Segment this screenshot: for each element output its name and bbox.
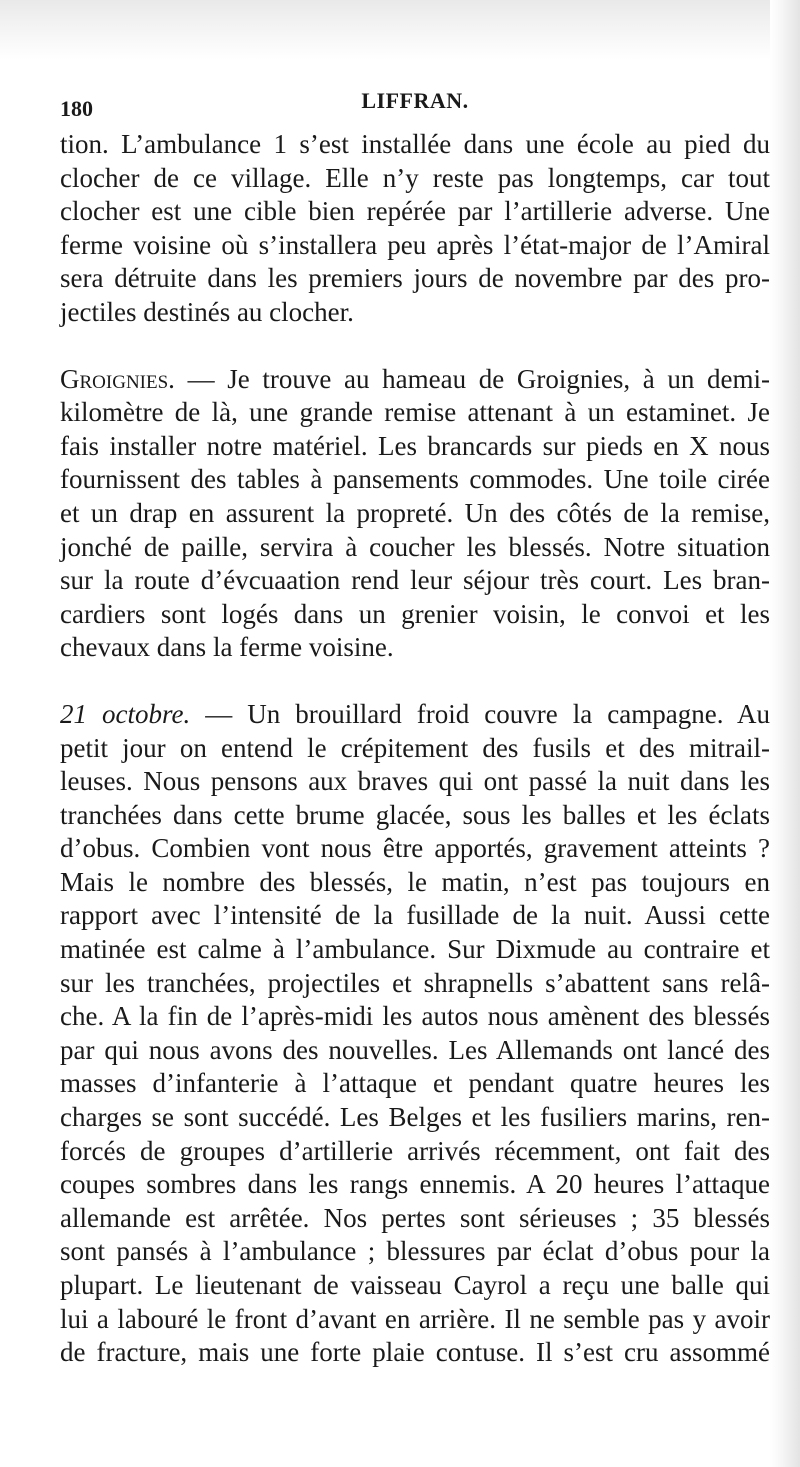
- text-line: par qui nous avons des nouvelles. Les Allemands ont lancé des: [60, 1034, 770, 1065]
- text-line: masses d’infanterie à l’attaque et pendant quatre heures les: [60, 1068, 770, 1099]
- text-line: tion. L’ambulance 1 s’est installée dans une école au pied du: [60, 129, 770, 159]
- paragraph-gap: [60, 330, 770, 363]
- body-text: [60, 128, 770, 1370]
- text-line: tranchées dans cette brume glacée, sous les balles et les éclats: [60, 799, 770, 830]
- text-line: coupes sombres dans les rangs ennemis. A 20 heures l’attaque: [60, 1169, 770, 1200]
- text-line: clocher de ce village. Elle n’y reste pas longtemps, car tout: [60, 162, 770, 193]
- text-line: allemande est arrêtée. Nos pertes sont sérieuses ; 35 blessés: [60, 1202, 770, 1233]
- paragraph-1: [60, 128, 770, 330]
- text-line: sera détruite dans les premiers jours de novembre par des pro-: [60, 263, 770, 294]
- text-line: et un drap en assurent la propreté. Un des côtés de la remise,: [60, 497, 770, 528]
- text-line: petit jour on entend le crépitement des fusils et des mitrail-: [60, 732, 770, 763]
- page-number: 180: [60, 96, 93, 121]
- text-line: sont pansés à l’ambulance ; blessures par éclat d’obus pour la: [60, 1236, 770, 1267]
- text-line: matinée est calme à l’ambulance. Sur Dixmude au contraire et: [60, 934, 770, 965]
- section-lead-groignies: Groignies.: [60, 363, 175, 394]
- paragraph-3: [60, 698, 770, 1370]
- text-line: sur les tranchées, projectiles et shrapnells s’abattent sans relâ-: [60, 967, 770, 998]
- text-line: forcés de groupes d’artillerie arrivés récemment, ont fait des: [60, 1135, 770, 1166]
- text-line: chevaux dans la ferme voisine.: [60, 632, 394, 663]
- book-page: [60, 88, 770, 1370]
- text-line: ferme voisine où s’installera peu après l’état-major de l’Amiral: [60, 229, 770, 260]
- text-line: lui a labouré le front d’avant en arrière. Il ne semble pas y avoir: [60, 1303, 770, 1334]
- text-line: d’obus. Combien vont nous être apportés, gravement atteints ?: [60, 833, 770, 864]
- text-line: kilomètre de là, une grande remise attenant à un estaminet. Je: [60, 397, 770, 428]
- text-line: — Un brouillard froid couvre la campagne. Au: [190, 698, 770, 729]
- running-head: [60, 88, 770, 128]
- text-line-with-lead: [60, 698, 770, 732]
- text-line: Mais le nombre des blessés, le matin, n’est pas toujours en: [60, 866, 770, 897]
- text-line: plupart. Le lieutenant de vaisseau Cayrol a reçu une balle qui: [60, 1270, 770, 1300]
- scan-right-edge: [770, 0, 800, 1467]
- text-line: clocher est une cible bien repérée par l’artillerie adverse. Une: [60, 196, 770, 227]
- text-line: che. A la fin de l’après-midi les autos nous amènent des blessés: [60, 1001, 770, 1032]
- text-line: leuses. Nous pensons aux braves qui ont passé la nuit dans les: [60, 766, 770, 797]
- text-line: sur la route d’évcuaation rend leur séjour très court. Les bran-: [60, 565, 770, 596]
- text-line: fournissent des tables à pansements commodes. Une toile cirée: [60, 464, 770, 495]
- scan-top-edge: [0, 0, 800, 60]
- paragraph-2: [60, 363, 770, 665]
- text-line: cardiers sont logés dans un grenier voisin, le convoi et les: [60, 598, 770, 629]
- text-line: charges se sont succédé. Les Belges et les fusiliers marins, ren-: [60, 1102, 770, 1133]
- text-line: de fracture, mais une forte plaie contuse. Il s’est cru assommé: [60, 1337, 770, 1368]
- text-line: rapport avec l’intensité de la fusillade de la nuit. Aussi cette: [60, 900, 770, 931]
- text-line: fais installer notre matériel. Les brancards sur pieds en X nous: [60, 430, 770, 461]
- running-title: LIFFRAN.: [361, 88, 469, 113]
- text-line-with-lead: [60, 363, 770, 397]
- text-line: — Je trouve au hameau de Groignies, à un demi-: [174, 363, 770, 394]
- paragraph-gap: [60, 665, 770, 698]
- text-line: jectiles destinés au clocher.: [60, 296, 354, 327]
- date-lead-21-octobre: 21 octobre.: [60, 698, 191, 729]
- text-line: jonché de paille, servira à coucher les blessés. Notre situation: [60, 531, 770, 562]
